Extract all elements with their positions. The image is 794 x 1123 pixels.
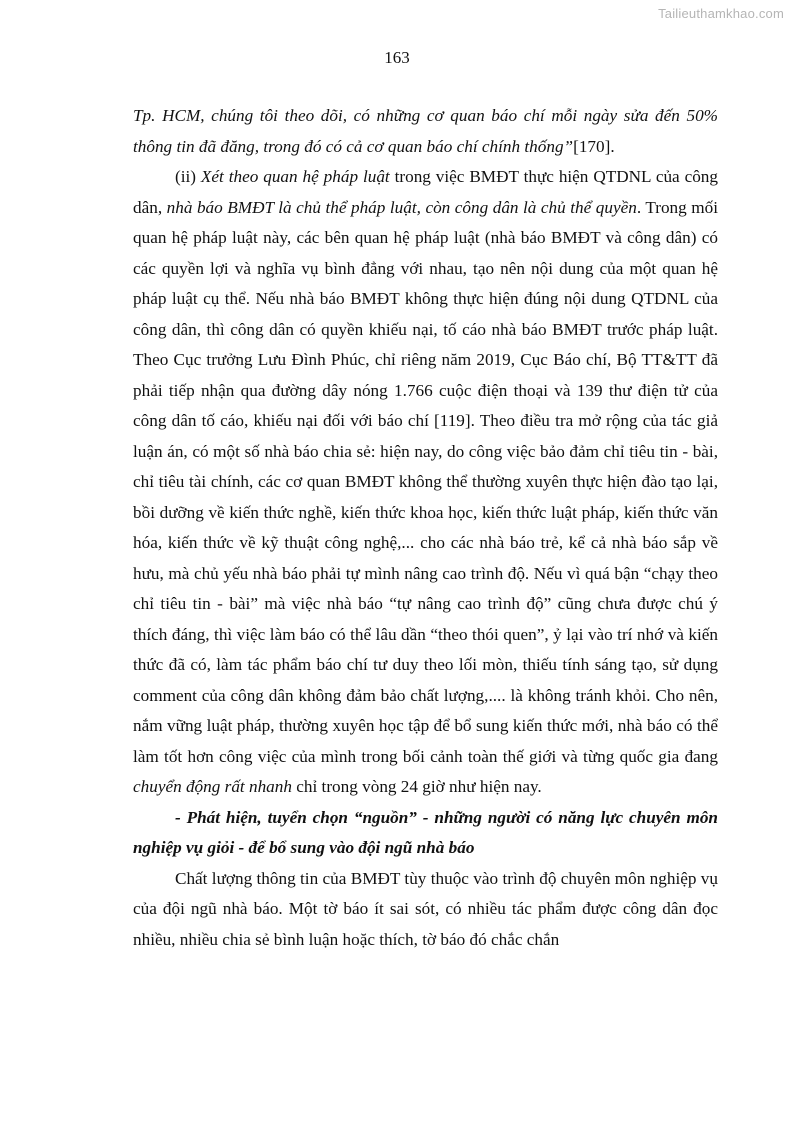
paragraph-ii-text-3: chỉ trong vòng 24 giờ như hiện nay. bbox=[291, 777, 542, 796]
paragraph-ii-text-2: . Trong mối quan hệ pháp luật này, các bên quan hệ pháp luật (nhà báo BMĐT và công dân) có các quyền lợi và nghĩa vụ bình đẳng với nhau, tạo nên nội dung của một quan hệ pháp luật cụ thể. Nếu nhà báo BMĐT không thực hiện đúng nội dung QTDNL của công dân, thì công dân có quyền khiếu nại, tố cáo nhà báo BMĐT trước pháp luật. Theo Cục trưởng Lưu Đình Phúc, chỉ riêng năm 2019, Cục Báo chí, Bộ TT&TT đã phải tiếp nhận qua đường dây nóng 1.766 cuộc điện thoại và 139 thư điện tử của công dân tố cáo, khiếu nại đối với báo chí [119]. Theo điều tra mở rộng của tác giả luận án, có một số nhà báo chia sẻ: hiện nay, do công việc bảo đảm chỉ tiêu tin - bài, chỉ tiêu tài chính, các cơ quan BMĐT không thể thường xuyên thực hiện đào tạo lại, bồi dưỡng về kiến thức nghề, kiến thức khoa học, kiến thức luật pháp, kiến thức văn hóa, kiến thức về kỹ thuật công nghệ,... cho các nhà báo trẻ, kể cả nhà báo sắp về hưu, mà chủ yếu nhà báo phải tự mình nâng cao trình độ. Nếu vì quá bận “chạy theo chỉ tiêu tin - bài” mà việc nhà báo “tự nâng cao trình độ” cũng chưa được chú ý thích đáng, thì việc làm báo có thể lâu dần “theo thói quen”, ỷ lại vào trí nhớ và kiến thức đã có, làm tác phẩm báo chí tư duy theo lối mòn, thiếu tính sáng tạo, sử dụng comment của công dân không đảm bảo chất lượng,.... là không tránh khỏi. Cho nên, nắm vững luật pháp, thường xuyên học tập để bổ sung kiến thức mới, nhà báo có thể làm tốt hơn công việc của mình trong bối cảnh toàn thế giới và từng quốc gia đang bbox=[133, 197, 718, 766]
paragraph-ii bbox=[133, 162, 718, 803]
paragraph-ii-italic-1: Xét theo quan hệ pháp luật bbox=[200, 167, 390, 186]
quote-text: Tp. HCM, chúng tôi theo dõi, có những cơ quan báo chí mỗi ngày sửa đến 50% thông tin đã đăng, trong đó có cả cơ quan báo chí chính thống” bbox=[133, 106, 718, 156]
quote-citation: [170]. bbox=[573, 136, 615, 156]
quote-paragraph bbox=[133, 101, 718, 162]
paragraph-last: Chất lượng thông tin của BMĐT tùy thuộc vào trình độ chuyên môn nghiệp vụ của đội ngũ nhà báo. Một tờ báo ít sai sót, có nhiều tác phẩm được công dân đọc nhiều, nhiều chia sẻ bình luận hoặc thích, tờ báo đó chắc chắn bbox=[133, 868, 718, 949]
document-body bbox=[133, 101, 718, 955]
section-heading: - Phát hiện, tuyển chọn “nguồn” - những người có năng lực chuyên môn nghiệp vụ giỏi - để bổ sung vào đội ngũ nhà báo bbox=[133, 807, 718, 857]
paragraph-ii-prefix: (ii) bbox=[175, 167, 201, 186]
page-number: 163 bbox=[384, 48, 410, 67]
paragraph-ii-text-1: trong việc BMĐT thực hiện QTDNL của công dân, bbox=[133, 167, 718, 217]
paragraph-ii-italic-2: nhà báo BMĐT là chủ thể pháp luật, còn công dân là chủ thể quyền bbox=[166, 197, 637, 217]
watermark: Tailieuthamkhao.com bbox=[658, 6, 784, 21]
paragraph-ii-italic-3: chuyển động rất nhanh bbox=[133, 777, 292, 796]
